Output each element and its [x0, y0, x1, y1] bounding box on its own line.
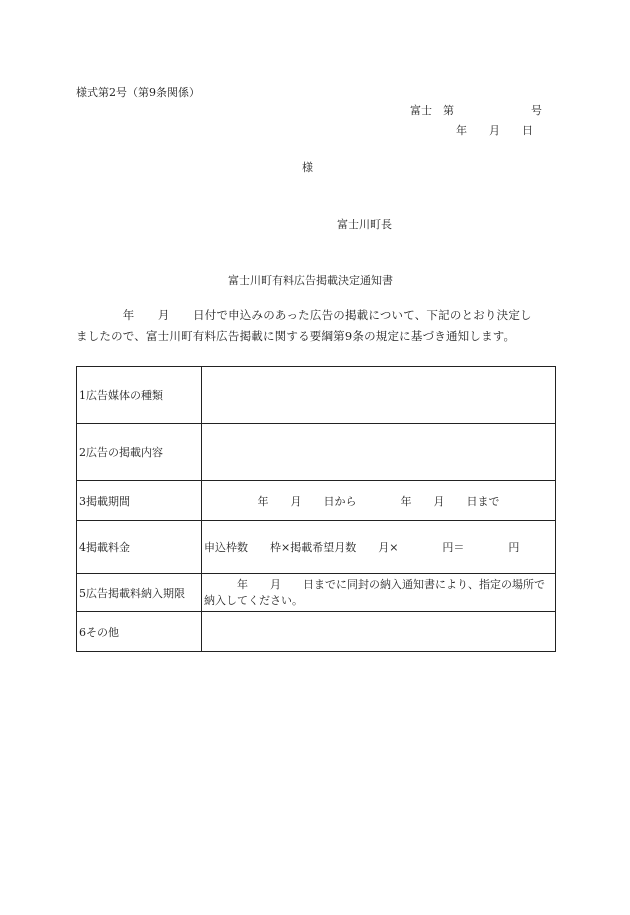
row-label-payment-deadline: 5広告掲載料納入期限 [77, 574, 202, 612]
row-value-period: 年 月 日から 年 月 日まで [202, 481, 556, 521]
table-row [77, 481, 556, 521]
table-row [77, 612, 556, 652]
table-row [77, 424, 556, 481]
row-value-other [202, 612, 556, 652]
row-value-media-type [202, 367, 556, 424]
row-value-ad-content [202, 424, 556, 481]
document-number: 富士 第 号 [410, 104, 542, 117]
row-label-period: 3掲載期間 [77, 481, 202, 521]
row-label-fee: 4掲載料金 [77, 521, 202, 574]
row-label-media-type: 1広告媒体の種類 [77, 367, 202, 424]
row-value-payment-deadline: 年 月 日までに同封の納入通知書により、指定の場所で納入してください。 [202, 574, 556, 612]
row-value-fee: 申込枠数 枠×掲載希望月数 月× 円＝ 円 [202, 521, 556, 574]
table-row [77, 574, 556, 612]
row-label-other: 6その他 [77, 612, 202, 652]
addressee: 様 [302, 161, 313, 174]
row-label-ad-content: 2広告の掲載内容 [77, 424, 202, 481]
table-row [77, 367, 556, 424]
sender: 富士川町長 [337, 218, 392, 231]
page-title: 富士川町有料広告掲載決定通知書 [228, 274, 393, 287]
form-number: 様式第2号（第9条関係） [76, 86, 200, 99]
notice-table [76, 366, 556, 652]
table-row [77, 521, 556, 574]
body-line-2: ましたので、富士川町有料広告掲載に関する要綱第9条の規定に基づき通知します。 [76, 329, 516, 343]
body-line-1: 年 月 日付で申込みのあった広告の掲載について、下記のとおり決定し [76, 308, 532, 322]
document-date: 年 月 日 [456, 124, 533, 137]
